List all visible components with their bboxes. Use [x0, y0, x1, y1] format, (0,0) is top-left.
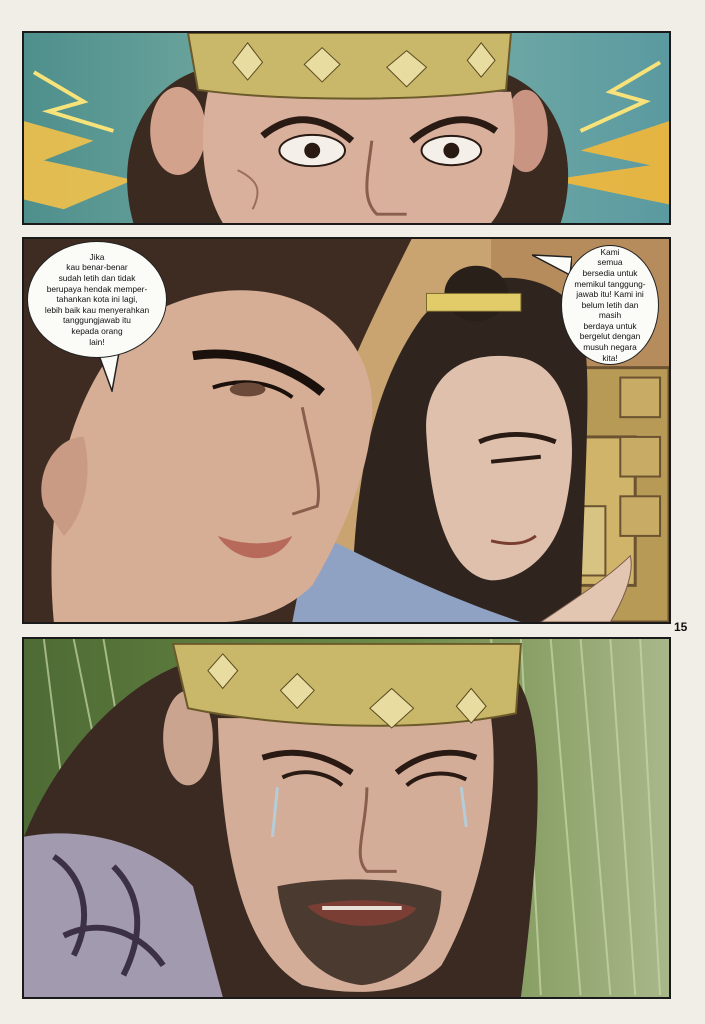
- hair-band: [427, 293, 521, 311]
- speech-bubble-left-text: Jika kau benar-benar sudah letih dan tidak berupaya hendak memper- tahankan kota ini lagi, lebih baik kau menyerahkan tanggungjawab itu kepada orang lain!: [44, 251, 150, 347]
- comic-panel-middle: [22, 237, 671, 624]
- panel-3-art: [24, 639, 669, 997]
- bubble-tail-right: [532, 253, 572, 277]
- speech-bubble-right: [561, 245, 659, 365]
- pupil-right: [443, 143, 459, 159]
- ear-left: [150, 87, 206, 175]
- comic-panel-top: [22, 31, 671, 225]
- speech-bubble-left: [27, 241, 167, 358]
- page-number: 15: [674, 620, 688, 634]
- left-character-iris: [230, 383, 266, 397]
- speech-bubble-right-text: Kami semua bersedia untuk memikul tanggung- jawab itu! Kami ini belum letih dan masih berdaya untuk bergelut dengan musuh negara kita!: [574, 246, 646, 363]
- panel-1-art: [24, 33, 669, 223]
- pupil-left: [304, 143, 320, 159]
- comic-panel-bottom: [22, 637, 671, 999]
